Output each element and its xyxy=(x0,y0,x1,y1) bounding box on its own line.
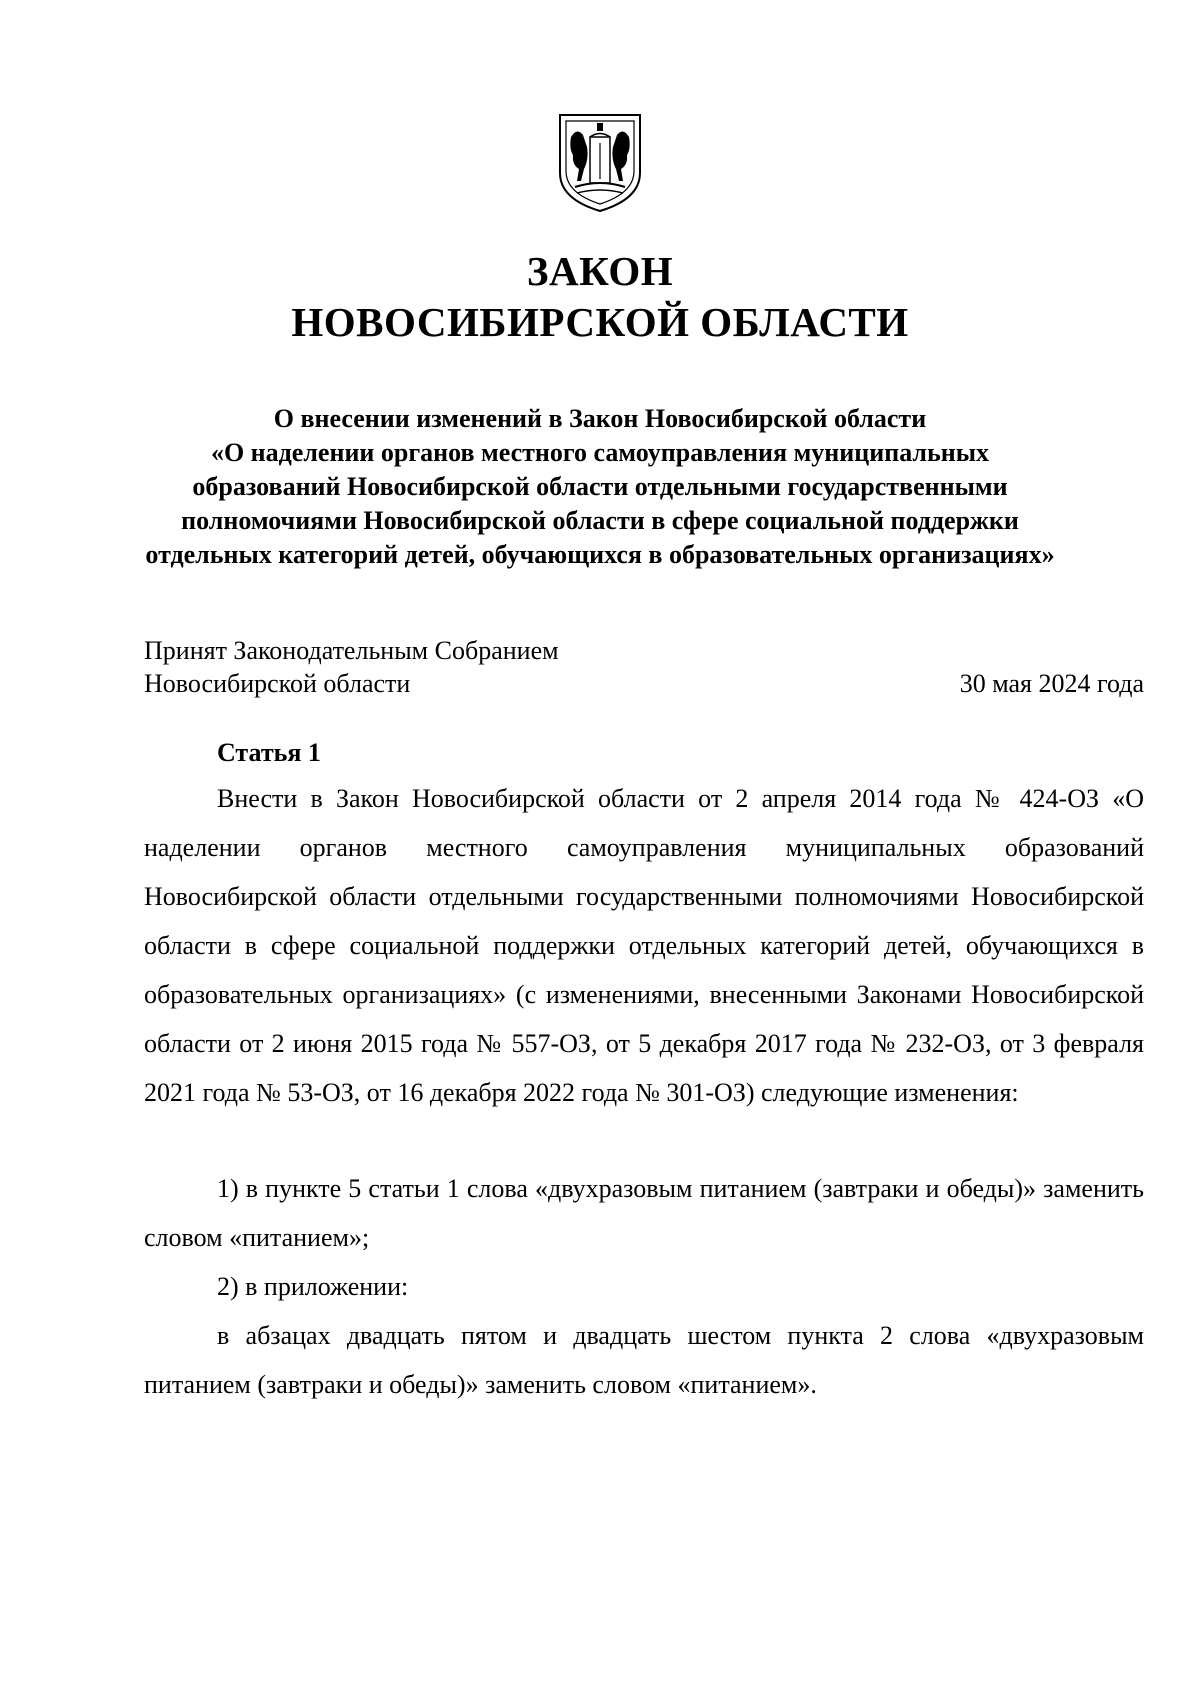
law-title: ЗАКОН xyxy=(526,248,674,294)
article-paragraph: 2) в приложении: xyxy=(217,1272,409,1301)
law-subject xyxy=(130,402,1070,572)
adoption-date: 30 мая 2024 года xyxy=(959,669,1144,698)
subject-line: О внесении изменений в Закон Новосибирской области xyxy=(273,404,927,433)
adoption-line-1: Принят Законодательным Собранием xyxy=(144,636,559,665)
article-paragraph: 1) в пункте 5 статьи 1 слова «двухразовым питанием (завтраки и обеды)» заменить словом «питанием»; xyxy=(144,1174,1144,1252)
article-paragraph: в абзацах двадцать пятом и двадцать шестом пункта 2 слова «двухразовым питанием (завтраки и обеды)» заменить словом «питанием». xyxy=(144,1321,1144,1399)
law-region-title: НОВОСИБИРСКОЙ ОБЛАСТИ xyxy=(291,299,909,345)
article-paragraph: Внести в Закон Новосибирской области от 2 апреля 2014 года № 424-ОЗ «О наделении органов местного самоуправления муниципальных образований Новосибирской области отдельными государственными полномочиями Новосибирской области в сфере социальной поддержки отдельных категорий детей, обучающихся в образовательных организациях» (с изменениями, внесенными Законами Новосибирской области от 2 июня 2015 года № 557-ОЗ, от 5 декабря 2017 года № 232-ОЗ, от 3 февраля 2021 года № 53-ОЗ, от 16 декабря 2022 года № 301-ОЗ) следующие изменения: xyxy=(144,784,1144,1107)
adoption-statement xyxy=(144,634,559,700)
subject-line: «О наделении органов местного самоуправления муниципальных xyxy=(210,438,990,467)
subject-line: образований Новосибирской области отдельными государственными xyxy=(192,472,1008,501)
subject-line: отдельных категорий детей, обучающихся в образовательных организациях» xyxy=(145,540,1055,569)
adoption-line-2: Новосибирской области xyxy=(144,669,411,698)
article-heading: Статья 1 xyxy=(217,738,321,767)
coat-of-arms-icon xyxy=(557,113,643,213)
subject-line: полномочиями Новосибирской области в сфере социальной поддержки xyxy=(181,506,1019,535)
